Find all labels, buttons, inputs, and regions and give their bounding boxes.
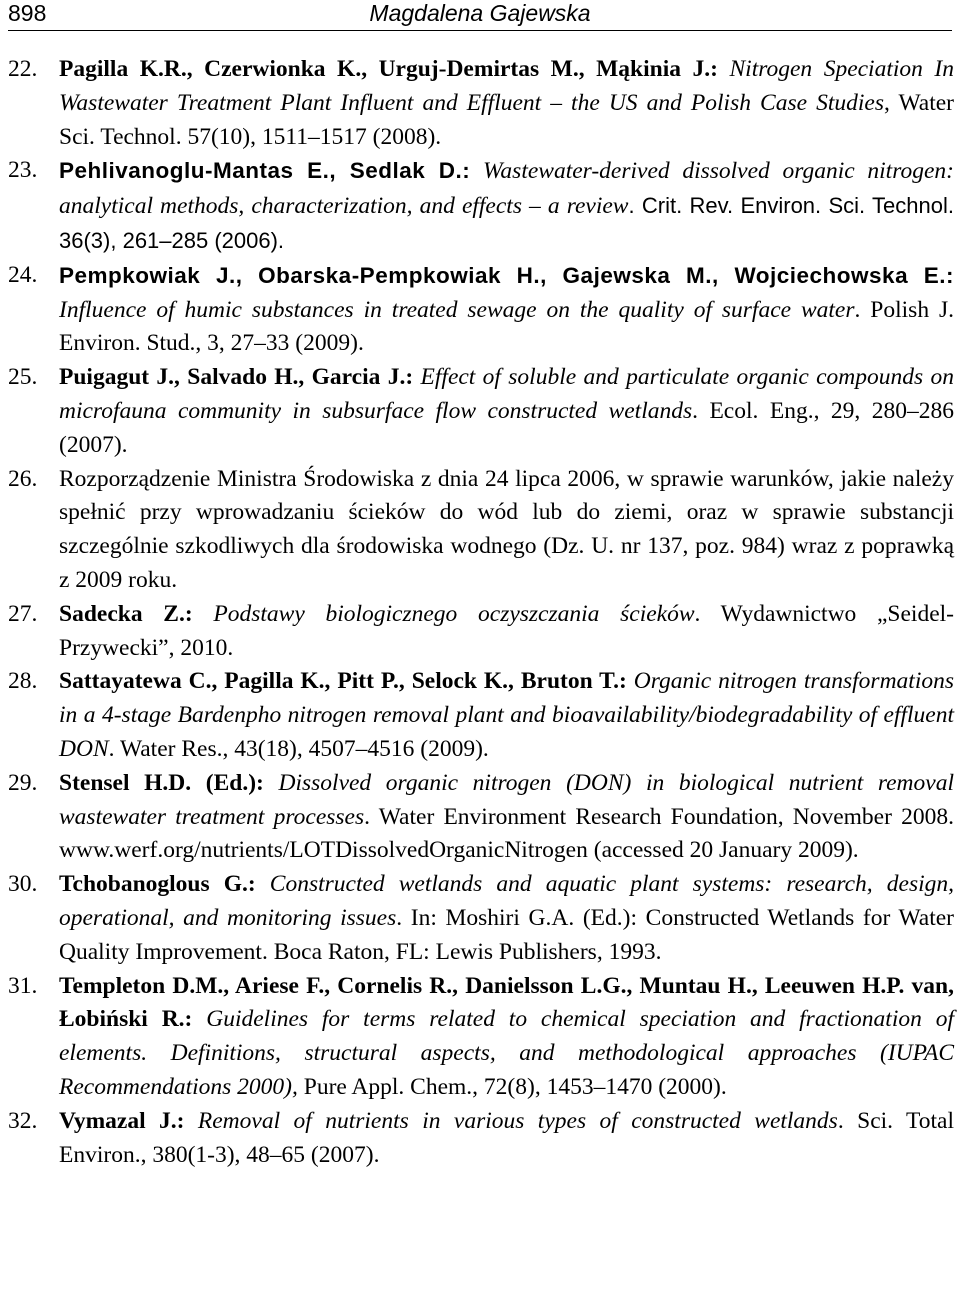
reference-item	[8, 767, 954, 868]
reference-item	[8, 1105, 954, 1173]
reference-authors: Vymazal J.:	[59, 1107, 185, 1134]
reference-source: . Water Res., 43(18), 4507–4516 (2009).	[108, 735, 489, 762]
reference-item	[8, 259, 954, 361]
reference-source: . In: Moshiri G.A. (Ed.): Constructed Wetlands for Water Quality Improvement. Boca Raton, FL: Lewis Publishers, 1993.	[59, 904, 955, 965]
reference-title: Guidelines for terms related to chemical speciation and fractionation of elements. Definitions, structural aspects, and methodological approaches (IUPAC Recommendations 2000),	[59, 1006, 954, 1100]
reference-number: 24.	[8, 261, 38, 288]
reference-title: Effect of soluble and particulate organic compounds on microfauna community in subsurface flow constructed wetlands	[59, 364, 955, 424]
reference-number: 27.	[8, 600, 38, 627]
reference-source: . Polish J. Environ. Stud., 3, 27–33 (2009).	[59, 296, 955, 357]
reference-number: 32.	[8, 1107, 38, 1134]
reference-number: 28.	[8, 668, 38, 695]
reference-authors: Pempkowiak J., Obarska-Pempkowiak H., Gajewska M., Wojciechowska E.:	[59, 262, 954, 288]
reference-source: . Water Environment Research Foundation, November 2008. www.werf.org/nutrients/LOTDissolvedOrganicNitrogen (accessed 20 January 2009).	[59, 803, 954, 864]
reference-number: 29.	[8, 769, 38, 796]
reference-authors: Stensel H.D. (Ed.):	[59, 769, 264, 796]
reference-authors: Tchobanoglous G.:	[59, 871, 256, 898]
reference-item	[8, 154, 954, 258]
reference-title: Influence of humic substances in treated sewage on the quality of surface water	[59, 296, 855, 323]
reference-title: Organic nitrogen transformations in a 4-stage Bardenpho nitrogen removal plant and bioavailability/biodegradability of effluent DON	[59, 668, 954, 762]
reference-title: Constructed wetlands and aquatic plant systems: research, design, operational, and monitoring issues	[59, 871, 954, 931]
reference-authors: Pehlivanoglu-Mantas E., Sedlak D.:	[59, 158, 471, 184]
reference-title: Podstawy biologicznego oczyszczania ścieków	[213, 600, 695, 627]
reference-number: 26.	[8, 465, 38, 492]
reference-authors: Puigagut J., Salvado H., Garcia J.:	[59, 364, 414, 391]
reference-number: 22.	[8, 56, 38, 82]
reference-source: . Crit. Rev. Environ. Sci. Technol. 36(3), 261–285 (2006).	[59, 193, 954, 253]
reference-authors: Pagilla K.R., Czerwionka K., Urguj-Demirtas M., Mąkinia J.:	[59, 56, 718, 82]
page-number: 898	[8, 0, 47, 26]
reference-item	[8, 463, 954, 598]
reference-authors: Sadecka Z.:	[59, 600, 193, 627]
reference-authors: Sattayatewa C., Pagilla K., Pitt P., Selock K., Bruton T.:	[59, 668, 627, 695]
reference-list	[8, 53, 954, 1172]
reference-source: . Wydawnictwo „Seidel-Przywecki”, 2010.	[59, 600, 955, 661]
reference-authors: Templeton D.M., Ariese F., Cornelis R., Danielsson L.G., Muntau H., Leeuwen H.P. van, Łobiński R.:	[59, 972, 954, 1033]
reference-item	[8, 53, 954, 154]
reference-source: . Ecol. Eng., 29, 280–286 (2007).	[59, 397, 954, 458]
reference-source: Pure Appl. Chem., 72(8), 1453–1470 (2000).	[297, 1073, 727, 1100]
page-header	[8, 0, 952, 30]
reference-item	[8, 598, 954, 666]
reference-item	[8, 970, 954, 1105]
running-title: Magdalena Gajewska	[369, 0, 591, 26]
reference-item	[8, 361, 954, 462]
reference-source: Rozporządzenie Ministra Środowiska z dnia 24 lipca 2006, w sprawie warunków, jakie należy spełnić przy wprowadzaniu ścieków do wód lub do ziemi, oraz w sprawie substancji szczególnie szkodliwych dla środowiska wodnego (Dz. U. nr 137, poz. 984) wraz z poprawką z 2009 roku.	[59, 465, 954, 593]
reference-number: 25.	[8, 364, 38, 391]
reference-item	[8, 665, 954, 766]
reference-source: . Sci. Total Environ., 380(1-3), 48–65 (2007).	[59, 1107, 954, 1168]
reference-number: 31.	[8, 972, 38, 999]
reference-title: Removal of nutrients in various types of constructed wetlands	[197, 1107, 838, 1134]
reference-title: Wastewater-derived dissolved organic nitrogen: analytical methods, characterization, and effects – a review	[59, 158, 954, 220]
reference-title: Nitrogen Speciation In Wastewater Treatment Plant Influent and Effluent – the US and Polish Case Studies	[59, 56, 954, 116]
reference-source: , Water Sci. Technol. 57(10), 1511–1517 (2008).	[59, 89, 954, 150]
reference-number: 23.	[8, 157, 38, 184]
reference-item	[8, 868, 954, 969]
reference-title: Dissolved organic nitrogen (DON) in biological nutrient removal wastewater treatment processes	[59, 769, 954, 830]
reference-number: 30.	[8, 871, 38, 898]
header-rule	[8, 30, 952, 31]
